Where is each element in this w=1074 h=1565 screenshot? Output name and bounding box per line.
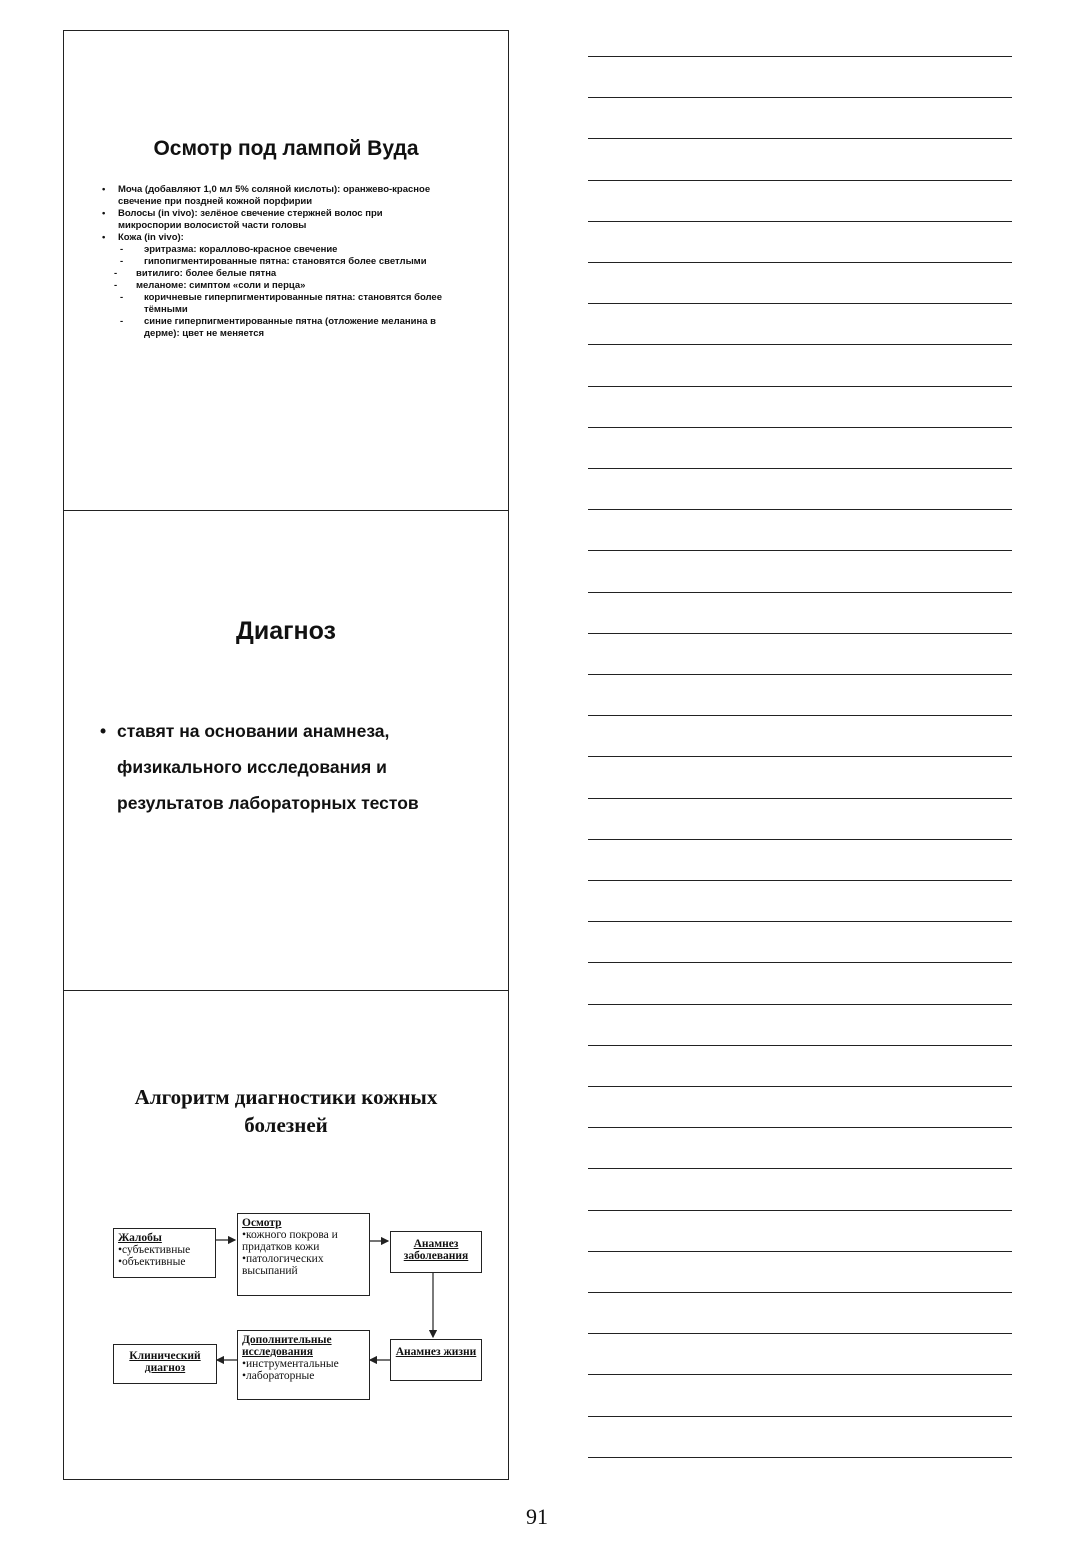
note-line [588, 798, 1012, 799]
note-line [588, 56, 1012, 57]
note-line [588, 1045, 1012, 1046]
note-line [588, 344, 1012, 345]
woods-lamp-item: - коричневые гиперпигментированные пятна: становятся более тёмными [102, 292, 442, 316]
woods-lamp-item: - гипопигментированные пятна: становятся более светлыми [102, 256, 442, 268]
note-line [588, 1457, 1012, 1458]
box-heading: Анамнез заболевания [403, 1238, 469, 1262]
slides-column [63, 30, 509, 1480]
slide-woods-lamp [64, 31, 508, 511]
note-line [588, 1416, 1012, 1417]
box-heading: Дополнительные исследования [242, 1334, 332, 1358]
note-line [588, 715, 1012, 716]
slide-title: Диагноз [236, 617, 336, 645]
note-line [588, 550, 1012, 551]
page-number: 91 [526, 1504, 548, 1529]
box-item: •лабораторные [242, 1370, 315, 1382]
note-lines [588, 0, 1012, 1565]
slide-algorithm [64, 991, 508, 1479]
disease-history-box [390, 1231, 482, 1273]
life-history-box [390, 1339, 482, 1381]
note-line [588, 839, 1012, 840]
box-heading: Осмотр [242, 1217, 282, 1229]
note-line [588, 1333, 1012, 1334]
note-line [588, 1004, 1012, 1005]
box-heading: Жалобы [118, 1232, 162, 1244]
woods-lamp-item: - эритразма: кораллово-красное свечение [102, 244, 442, 256]
slide-title: Осмотр под лампой Вуда [153, 137, 419, 160]
note-line [588, 633, 1012, 634]
box-item: •патологических высыпаний [242, 1253, 324, 1277]
woods-lamp-item: - меланоме: симптом «соли и перца» [102, 280, 442, 292]
clinical-diagnosis-box [113, 1344, 217, 1384]
slide-diagnosis [64, 511, 508, 991]
box-item: •инструментальные [242, 1358, 339, 1370]
note-line [588, 386, 1012, 387]
box-item: •кожного покрова и придатков кожи [242, 1229, 338, 1253]
woods-lamp-list [102, 184, 442, 340]
complaints-box [113, 1228, 216, 1278]
box-heading: Анамнез жизни [395, 1346, 477, 1358]
note-line [588, 1210, 1012, 1211]
note-line [588, 921, 1012, 922]
note-line [588, 592, 1012, 593]
woods-lamp-item: • Моча (добавляют 1,0 мл 5% соляной кислоты): оранжево-красное свечение при поздней кожной порфирии [102, 184, 442, 208]
note-line [588, 427, 1012, 428]
diagnosis-bullet [100, 713, 497, 821]
box-item: •субъективные [118, 1244, 191, 1256]
note-line [588, 262, 1012, 263]
note-line [588, 468, 1012, 469]
note-line [588, 1086, 1012, 1087]
note-line [588, 962, 1012, 963]
note-line [588, 1168, 1012, 1169]
exam-box [237, 1213, 370, 1296]
diagnosis-line: результатов лабораторных тестов [117, 793, 419, 813]
note-line [588, 221, 1012, 222]
woods-lamp-item: • Кожа (in vivo): [102, 232, 442, 244]
slide-title: Алгоритм диагностики кожных болезней [134, 1085, 438, 1137]
note-line [588, 97, 1012, 98]
bullet-icon: • [100, 721, 107, 741]
note-line [588, 674, 1012, 675]
note-line [588, 138, 1012, 139]
note-line [588, 880, 1012, 881]
diagnosis-line: ставят на основании анамнеза, [117, 721, 390, 741]
woods-lamp-item: - синие гиперпигментированные пятна (отложение меланина в дерме): цвет не меняется [102, 316, 442, 340]
note-line [588, 756, 1012, 757]
box-heading: Клинический диагноз [129, 1350, 201, 1374]
woods-lamp-item: • Волосы (in vivo): зелёное свечение стержней волос при микроспории волосистой части головы [102, 208, 442, 232]
additional-tests-box [237, 1330, 370, 1400]
note-line [588, 1251, 1012, 1252]
note-line [588, 1127, 1012, 1128]
diagnosis-line: физикального исследования и [117, 757, 387, 777]
note-line [588, 303, 1012, 304]
note-line [588, 509, 1012, 510]
box-item: •объективные [118, 1256, 186, 1268]
woods-lamp-item: - витилиго: более белые пятна [102, 268, 442, 280]
note-line [588, 1292, 1012, 1293]
note-line [588, 1374, 1012, 1375]
note-line [588, 180, 1012, 181]
